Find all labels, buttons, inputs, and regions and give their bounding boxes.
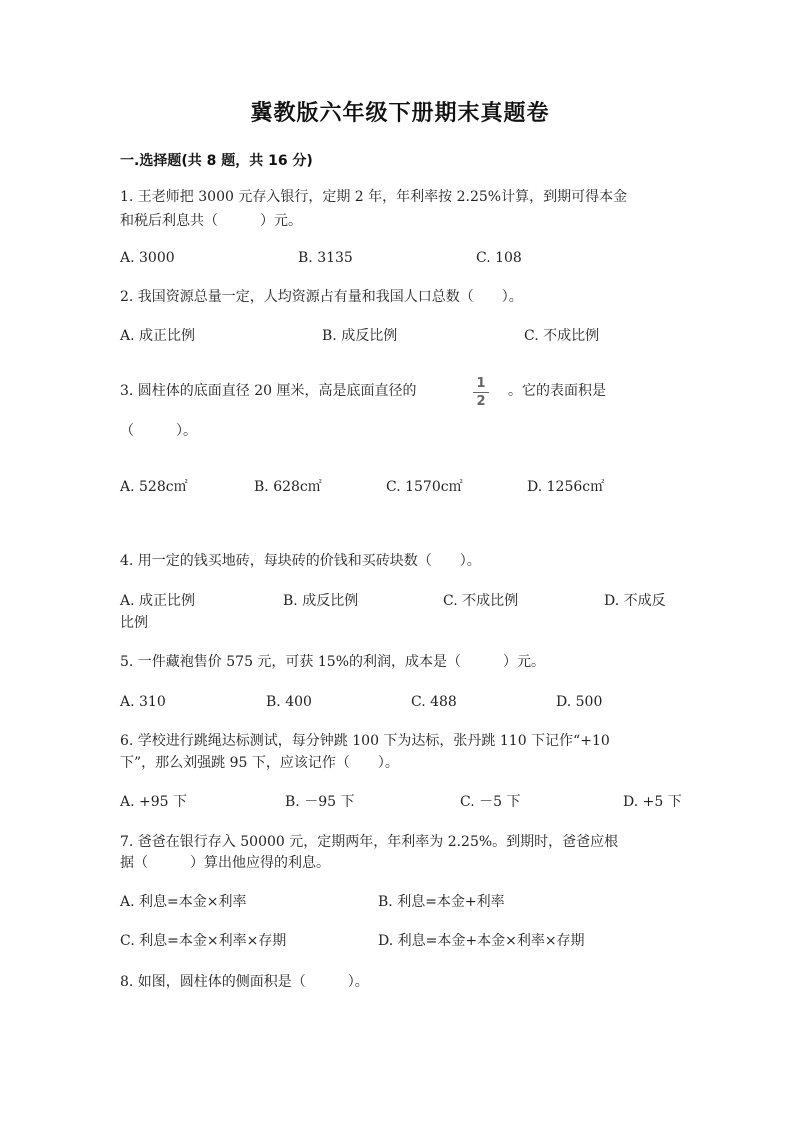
q2-option-a: A. 成正比例 <box>120 328 196 344</box>
q7-option-c: C. 利息=本金×利率×存期 <box>120 933 287 949</box>
q3-fraction-bar <box>473 392 489 393</box>
q5-text-line1: 5. 一件藏袍售价 575 元，可获 15%的利润，成本是（ ）元。 <box>120 654 545 670</box>
q5-option-d: D. 500 <box>556 694 603 710</box>
q3-fraction <box>470 376 492 409</box>
q6-option-b: B. －95 下 <box>285 794 355 810</box>
q1-text-line1: 1. 王老师把 3000 元存入银行，定期 2 年，年利率按 2.25%计算，到期可得本金 <box>120 189 628 205</box>
q4-text-line1: 4. 用一定的钱买地砖，每块砖的价钱和买砖块数（ ）。 <box>120 553 481 569</box>
q4-option-d-wrap: 比例 <box>120 615 148 631</box>
q5-option-b: B. 400 <box>266 694 312 710</box>
section-heading: 一.选择题(共 8 题，共 16 分) <box>120 153 313 169</box>
q8-text-line1: 8. 如图，圆柱体的侧面积是（ ）。 <box>120 974 369 990</box>
q7-text-line2: 据（ ）算出他应得的利息。 <box>120 855 330 871</box>
page-title: 冀教版六年级下册期末真题卷 <box>250 101 550 126</box>
q3-option-c: C. 1570c㎡ <box>386 479 463 495</box>
q7-option-b: B. 利息=本金+利率 <box>378 894 505 910</box>
q7-text-line1: 7. 爸爸在银行存入 50000 元，定期两年，年利率为 2.25%。到期时，爸爸应根 <box>120 834 619 850</box>
q7-option-d: D. 利息=本金+本金×利率×存期 <box>378 933 585 949</box>
q4-option-a: A. 成正比例 <box>120 593 196 609</box>
q6-text-line2: 下”，那么刘强跳 95 下，应该记作（ ）。 <box>120 755 399 771</box>
q5-option-a: A. 310 <box>120 694 166 710</box>
q3-option-d: D. 1256c㎡ <box>527 479 605 495</box>
q4-option-b: B. 成反比例 <box>283 593 359 609</box>
q3-text-line1b: 。它的表面积是 <box>508 383 606 399</box>
q3-text-line2: （ ）。 <box>120 423 197 439</box>
q1-text-line2: 和税后利息共（ ）元。 <box>120 213 302 229</box>
q4-option-d: D. 不成反 <box>604 593 666 609</box>
q3-option-a: A. 528c㎡ <box>120 479 188 495</box>
q1-option-a: A. 3000 <box>120 250 175 266</box>
q4-option-c: C. 不成比例 <box>443 593 519 609</box>
q6-option-c: C. －5 下 <box>460 794 521 810</box>
q3-fraction-denominator: 2 <box>476 394 486 409</box>
q3-fraction-numerator: 1 <box>476 376 486 391</box>
q2-text-line1: 2. 我国资源总量一定，人均资源占有量和我国人口总数（ ）。 <box>120 289 523 305</box>
q7-option-a: A. 利息=本金×利率 <box>120 894 247 910</box>
q2-option-b: B. 成反比例 <box>322 328 398 344</box>
q6-option-a: A. +95 下 <box>120 794 188 810</box>
q3-text-line1a: 3. 圆柱体的底面直径 20 厘米，高是底面直径的 <box>120 383 417 399</box>
q2-option-c: C. 不成比例 <box>524 328 600 344</box>
q3-option-b: B. 628c㎡ <box>254 479 322 495</box>
q5-option-c: C. 488 <box>411 694 457 710</box>
q1-option-c: C. 108 <box>476 250 522 266</box>
q6-option-d: D. +5 下 <box>623 794 682 810</box>
q1-option-b: B. 3135 <box>298 250 353 266</box>
q6-text-line1: 6. 学校进行跳绳达标测试，每分钟跳 100 下为达标，张丹跳 110 下记作“+10 <box>120 733 610 749</box>
